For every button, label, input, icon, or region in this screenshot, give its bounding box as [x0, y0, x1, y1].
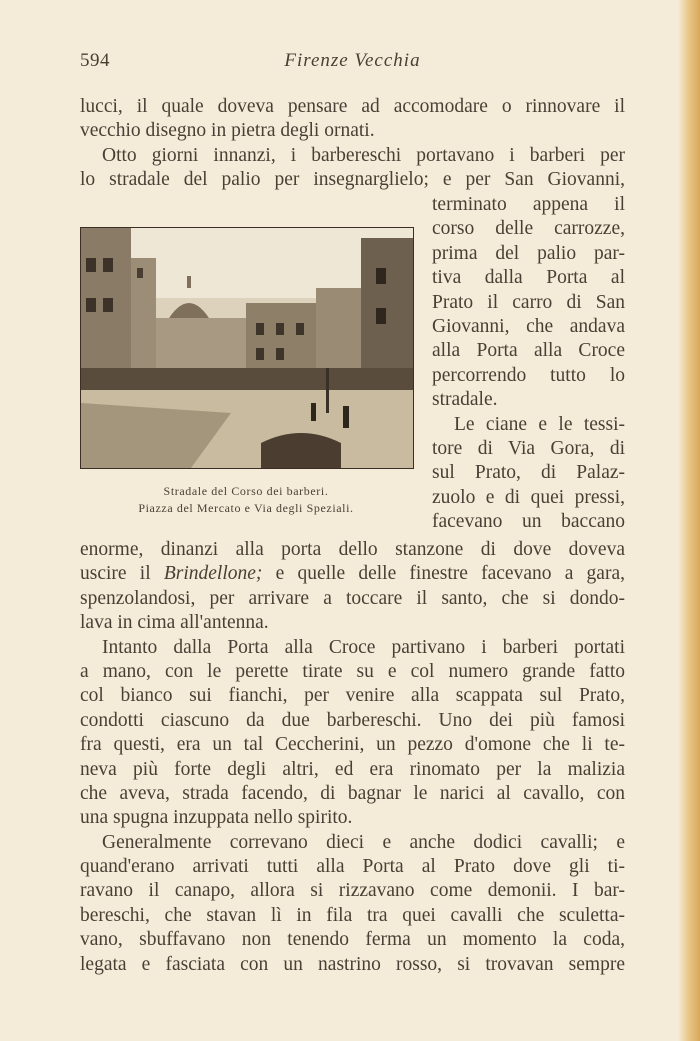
photograph-illustration: [80, 227, 414, 469]
text-line: zuolo e di quei pressi,: [432, 486, 625, 508]
text-line: vano, sbuffavano non tenendo ferma un momento la coda,: [80, 929, 625, 951]
text-line: Otto giorni innanzi, i barbereschi portavano i barberi per: [102, 144, 625, 166]
text-line: Intanto dalla Porta alla Croce partivano i barberi portati: [102, 636, 625, 658]
side-column-text: [432, 193, 625, 534]
text-line: fra questi, era un tal Ceccherini, un pezzo d'omone che li te-: [80, 734, 625, 756]
page-edge: [678, 0, 700, 1041]
text-line: tore di Via Gora, di: [432, 437, 625, 459]
text-line: che aveva, strada facendo, di bagnar le narici al cavallo, con: [80, 782, 625, 804]
caption-line: Piazza del Mercato e Via degli Speziali.: [138, 501, 354, 515]
text-line: vecchio disegno in pietra degli ornati.: [80, 120, 375, 142]
street-scene-picture: [81, 228, 413, 468]
text-line: condotti ciascuno da due barbereschi. Uno dei più famosi: [80, 709, 625, 731]
text-line: lucci, il quale doveva pensare ad accomodare o rinnovare il: [80, 96, 625, 117]
text-fragment: uscire il: [80, 563, 164, 585]
text-line: bereschi, che stavan lì in fila tra quei cavalli che sculetta-: [80, 904, 625, 926]
text-line: facevano un baccano: [432, 511, 625, 533]
text-line: corso delle carrozze,: [432, 218, 625, 240]
text-line: percorrendo tutto lo: [432, 364, 625, 386]
text-line: enorme, dinanzi alla porta dello stanzone di dove doveva: [80, 539, 625, 560]
figure-caption: [80, 483, 412, 517]
text-line: Prato il carro di San: [432, 291, 625, 313]
italic-title: Brindellone;: [163, 563, 263, 585]
text-line: stradale.: [432, 389, 498, 411]
running-title: Firenze Vecchia: [284, 50, 421, 71]
page-header: [80, 50, 625, 74]
text-line: una spugna inzuppata nello spirito.: [80, 807, 353, 829]
text-line: legata e fasciata con un nastrino rosso, si trovavan sempre: [80, 953, 625, 975]
text-line: Giovanni, che andava: [432, 315, 625, 337]
text-line: Generalmente correvano dieci e anche dodici cavalli; e: [102, 831, 625, 853]
text-fragment: e quelle delle finestre facevano a gara,: [262, 563, 625, 585]
text-line: lo stradale del palio per insegnarglielo; e per San Giovanni,: [80, 169, 625, 191]
text-line: neva più forte degli altri, ed era rinomato per la malizia: [80, 758, 625, 780]
text-line: a mano, con le perette tirate su e col numero grande fatto: [80, 660, 625, 682]
text-line: alla Porta alla Croce: [432, 340, 625, 362]
text-line: col bianco sui fianchi, per venire alla scappata sul Prato,: [80, 685, 625, 707]
text-line: quand'erano arrivati tutti alla Porta al Prato dove gli ti-: [80, 856, 625, 878]
text-line: spenzolandosi, per arrivare a toccare il santo, che si dondo-: [80, 587, 625, 609]
page-number: 594: [80, 50, 110, 71]
text-line: tiva dalla Porta al: [432, 267, 625, 289]
text-line: ravano il canapo, allora si rizzavano come demonii. I bar-: [80, 880, 625, 902]
text-line-with-italic: [80, 562, 625, 586]
text-line: prima del palio par-: [432, 242, 625, 264]
top-paragraphs: [80, 95, 625, 193]
text-line: terminato appena il: [432, 194, 625, 215]
text-line: Le ciane e le tessi-: [454, 413, 625, 435]
bottom-paragraphs: [80, 538, 625, 977]
text-line: sul Prato, di Palaz-: [432, 462, 625, 484]
caption-line: Stradale del Corso dei barberi.: [163, 484, 329, 498]
text-line: lava in cima all'antenna.: [80, 612, 269, 634]
